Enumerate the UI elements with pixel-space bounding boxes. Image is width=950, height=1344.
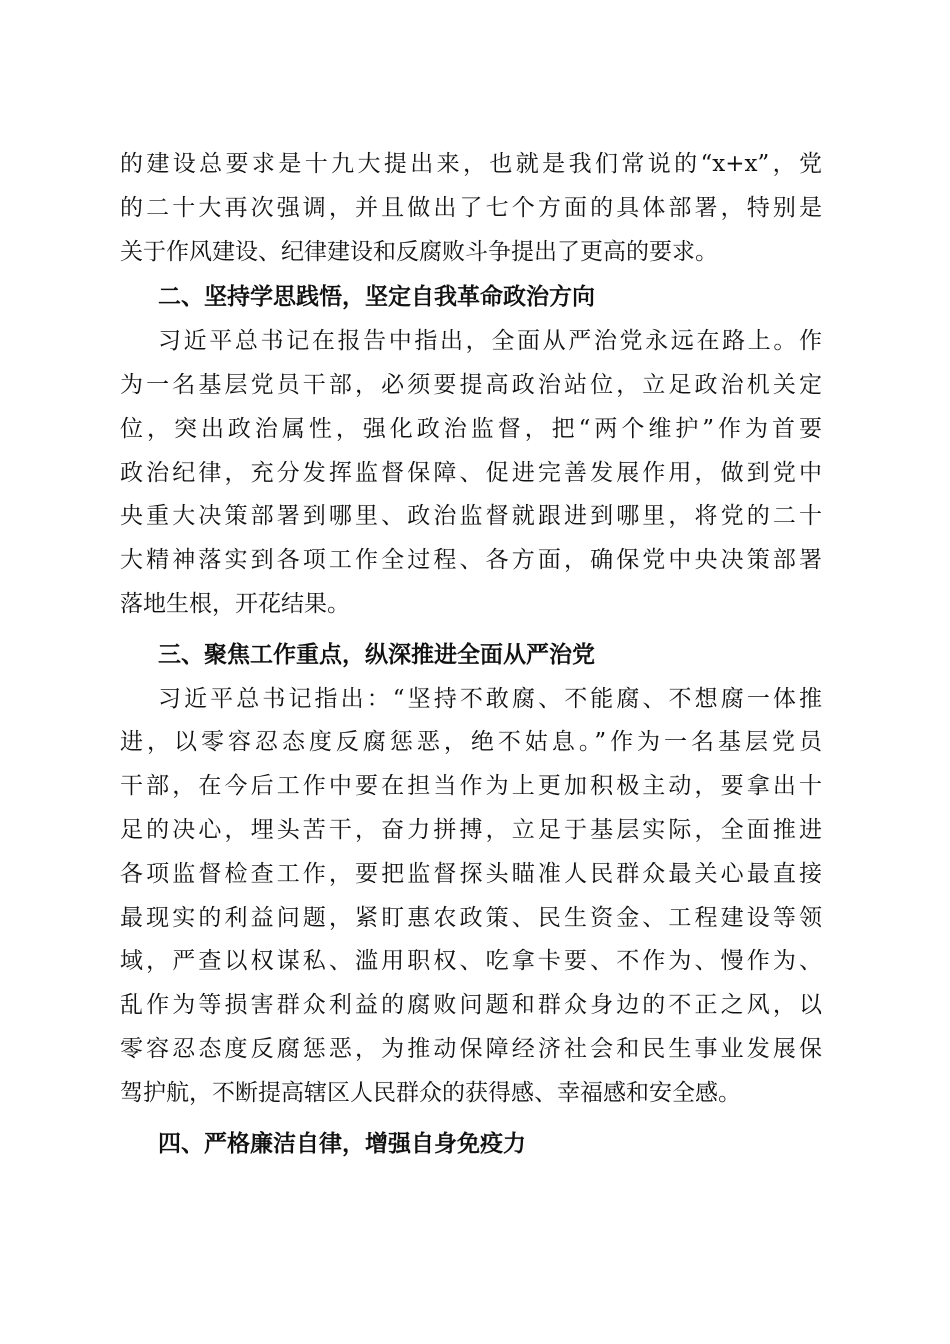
- text-line: 的二十大再次强调，并且做出了七个方面的具体部署，特别是: [120, 194, 822, 221]
- text-line: 进，以零容忍态度反腐惩恶，绝不姑息。”作为一名基层党员: [120, 729, 822, 756]
- text-line: 各项监督检查工作，要把监督探头瞄准人民群众最关心最直接: [120, 860, 822, 887]
- text-line: 政治纪律，充分发挥监督保障、促进完善发展作用，做到党中: [120, 459, 822, 486]
- text-line: 大精神落实到各项工作全过程、各方面，确保党中央决策部署: [120, 547, 822, 574]
- text-line: 乱作为等损害群众利益的腐败问题和群众身边的不正之风，以: [120, 992, 822, 1019]
- document-page: [120, 143, 822, 1166]
- text-line: 位，突出政治属性，强化政治监督，把“两个维护”作为首要: [120, 415, 822, 442]
- text-line: 落地生根，开花结果。: [120, 590, 350, 617]
- text-line: 干部，在今后工作中要在担当作为上更加积极主动，要拿出十: [120, 773, 822, 800]
- text-line: 域，严查以权谋私、滥用职权、吃拿卡要、不作为、慢作为、: [120, 948, 822, 975]
- paragraph-2: [120, 320, 822, 627]
- text-line: 习近平总书记在报告中指出，全面从严治党永远在路上。作: [158, 328, 822, 355]
- text-line: 的建设总要求是十九大提出来，也就是我们常说的“x+x”，党: [120, 151, 822, 177]
- text-line: 足的决心，埋头苦干，奋力拼搏，立足于基层实际，全面推进: [120, 816, 822, 843]
- section-heading-2: 二、坚持学思践悟，坚定自我革命政治方向: [158, 284, 595, 311]
- text-line: 最现实的利益问题，紧盯惠农政策、民生资金、工程建设等领: [120, 904, 822, 931]
- text-line: 为一名基层党员干部，必须要提高政治站位，立足政治机关定: [120, 371, 822, 398]
- text-line: 零容忍态度反腐惩恶，为推动保障经济社会和民生事业发展保: [120, 1035, 822, 1062]
- text-line: 驾护航，不断提高辖区人民群众的获得感、幸福感和安全感。: [120, 1079, 741, 1106]
- paragraph-3: [120, 678, 822, 1116]
- text-line: 央重大决策部署到哪里、政治监督就跟进到哪里，将党的二十: [120, 503, 822, 530]
- text-line: 习近平总书记指出：“坚持不敢腐、不能腐、不想腐一体推: [158, 685, 822, 712]
- section-heading-4: 四、严格廉洁自律，增强自身免疫力: [158, 1130, 526, 1157]
- paragraph-1: [120, 143, 822, 274]
- text-line: 关于作风建设、纪律建设和反腐败斗争提出了更高的要求。: [120, 238, 718, 265]
- section-heading-3: 三、聚焦工作重点，纵深推进全面从严治党: [158, 641, 595, 668]
